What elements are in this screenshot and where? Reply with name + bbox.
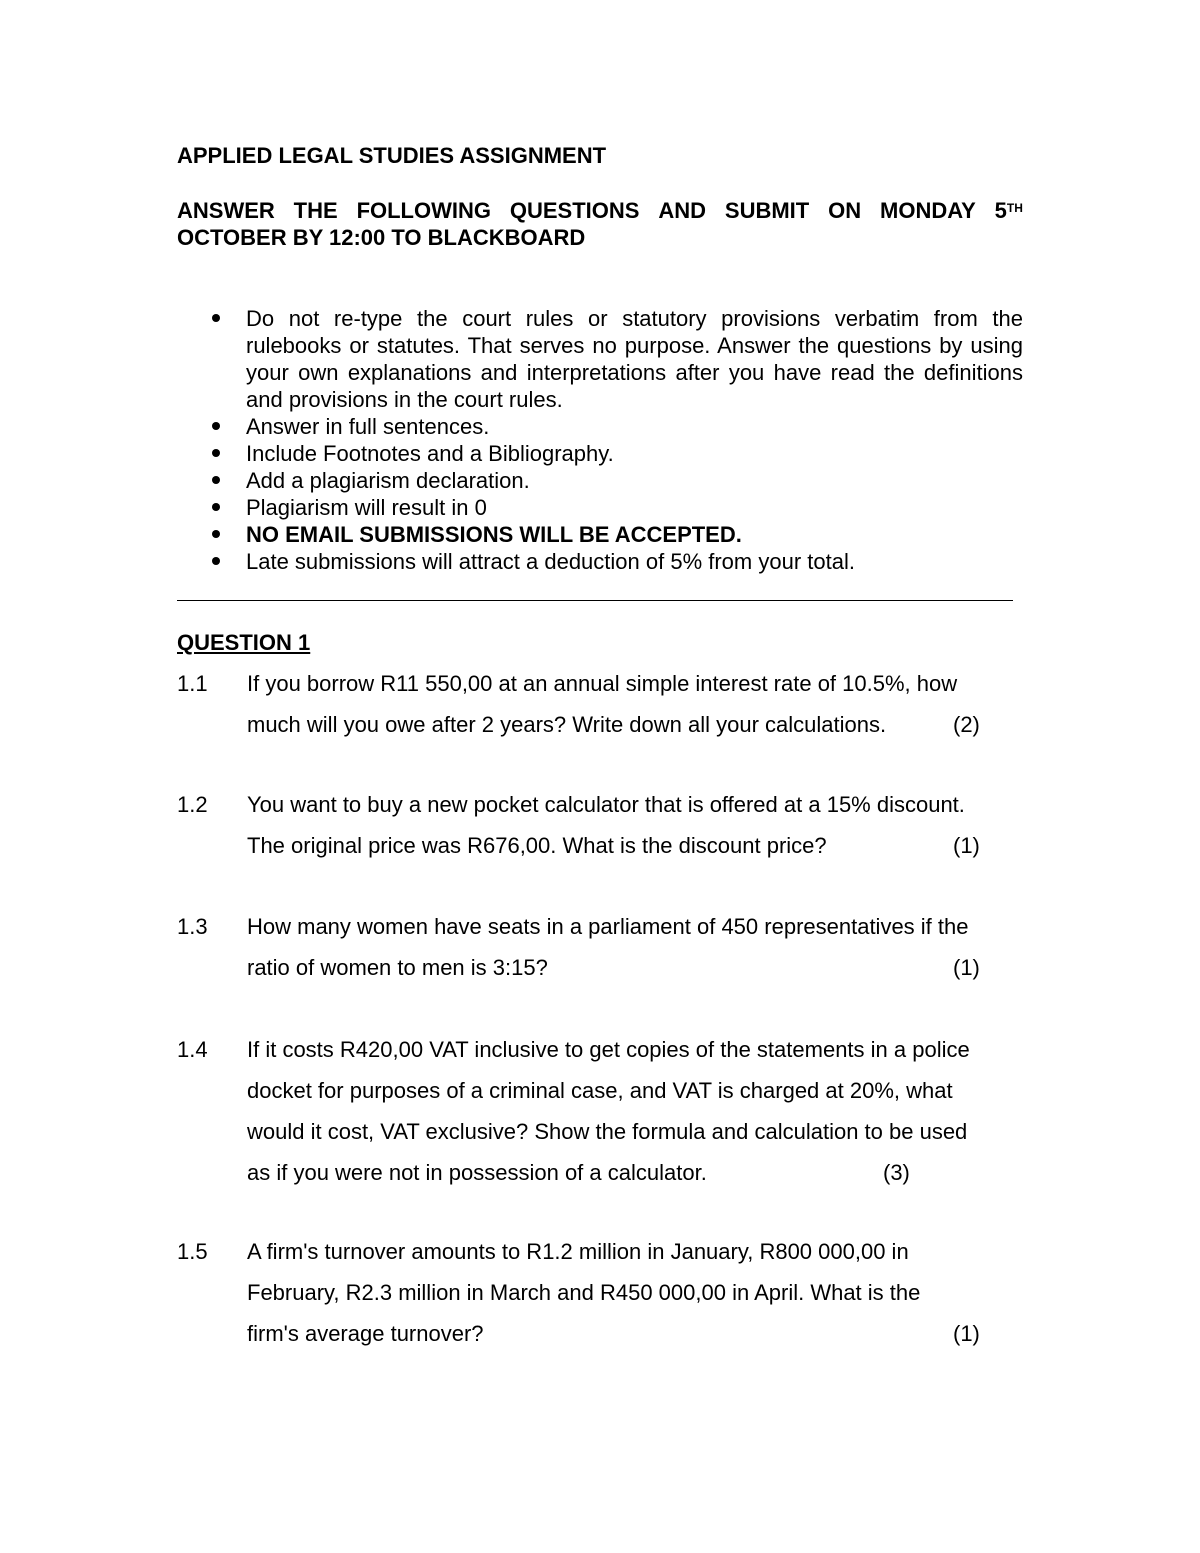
- question-marks: (2): [953, 712, 980, 737]
- question-text: If it costs R420,00 VAT inclusive to get copies of the statements in a police docket for purposes of a criminal case, and VAT is charged at 20%, what would it cost, VAT exclusive? Show the formula and calculation to be used as if you were not in possession of a calculator. (3): [247, 1029, 1023, 1193]
- bullet-icon: [210, 494, 246, 521]
- question-number: 1.2: [177, 792, 208, 817]
- question-item: [177, 663, 1023, 745]
- instruction-line-2: OCTOBER BY 12:00 TO BLACKBOARD: [177, 225, 586, 250]
- bullet-item: Do not re-type the court rules or statutory provisions verbatim from the rulebooks or statutes. That serves no purpose. Answer the questions by using your own explanations and interpretations after you have read the definitions and provisions in the court rules.: [210, 305, 1023, 413]
- instruction-line-1: ANSWER THE FOLLOWING QUESTIONS AND SUBMIT ON MONDAY 5TH: [177, 198, 1023, 223]
- bullet-item: Add a plagiarism declaration.: [210, 467, 1023, 494]
- question-text: You want to buy a new pocket calculator that is offered at a 15% discount. The original price was R676,00. What is the discount price? (1): [247, 784, 1023, 866]
- bullet-item: Late submissions will attract a deduction of 5% from your total.: [210, 548, 1023, 575]
- question-text: If you borrow R11 550,00 at an annual simple interest rate of 10.5%, how much will you owe after 2 years? Write down all your calculations. (2): [247, 663, 1023, 745]
- instruction-bullet-list: [210, 305, 1023, 575]
- submission-instruction: [177, 197, 1023, 251]
- question-number: 1.4: [177, 1037, 208, 1062]
- question-item: [177, 1029, 1023, 1193]
- horizontal-divider: [177, 600, 1013, 601]
- question-text: A firm's turnover amounts to R1.2 million in January, R800 000,00 in February, R2.3 million in March and R450 000,00 in April. What is the firm's average turnover? (1): [247, 1231, 1023, 1354]
- bullet-icon: [210, 521, 246, 548]
- question-number: 1.3: [177, 914, 208, 939]
- question-item: [177, 784, 1023, 866]
- question-marks: (1): [953, 955, 980, 980]
- bullet-item: Answer in full sentences.: [210, 413, 1023, 440]
- question-marks: (3): [883, 1160, 910, 1185]
- question-item: [177, 1231, 1023, 1354]
- question-number: 1.5: [177, 1239, 208, 1264]
- bullet-item: Plagiarism will result in 0: [210, 494, 1023, 521]
- date-superscript: TH: [1006, 201, 1023, 215]
- bullet-item-warning: NO EMAIL SUBMISSIONS WILL BE ACCEPTED.: [210, 521, 1023, 548]
- bullet-icon: [210, 467, 246, 494]
- document-title: APPLIED LEGAL STUDIES ASSIGNMENT: [177, 143, 607, 168]
- question-text: How many women have seats in a parliament of 450 representatives if the ratio of women to men is 3:15? (1): [247, 906, 1023, 988]
- question-marks: (1): [953, 833, 980, 858]
- bullet-icon: [210, 305, 246, 413]
- bullet-icon: [210, 413, 246, 440]
- question-heading: QUESTION 1: [177, 630, 311, 655]
- bullet-icon: [210, 548, 246, 575]
- bullet-item: Include Footnotes and a Bibliography.: [210, 440, 1023, 467]
- question-number: 1.1: [177, 671, 208, 696]
- bullet-icon: [210, 440, 246, 467]
- question-item: [177, 906, 1023, 988]
- question-marks: (1): [953, 1321, 980, 1346]
